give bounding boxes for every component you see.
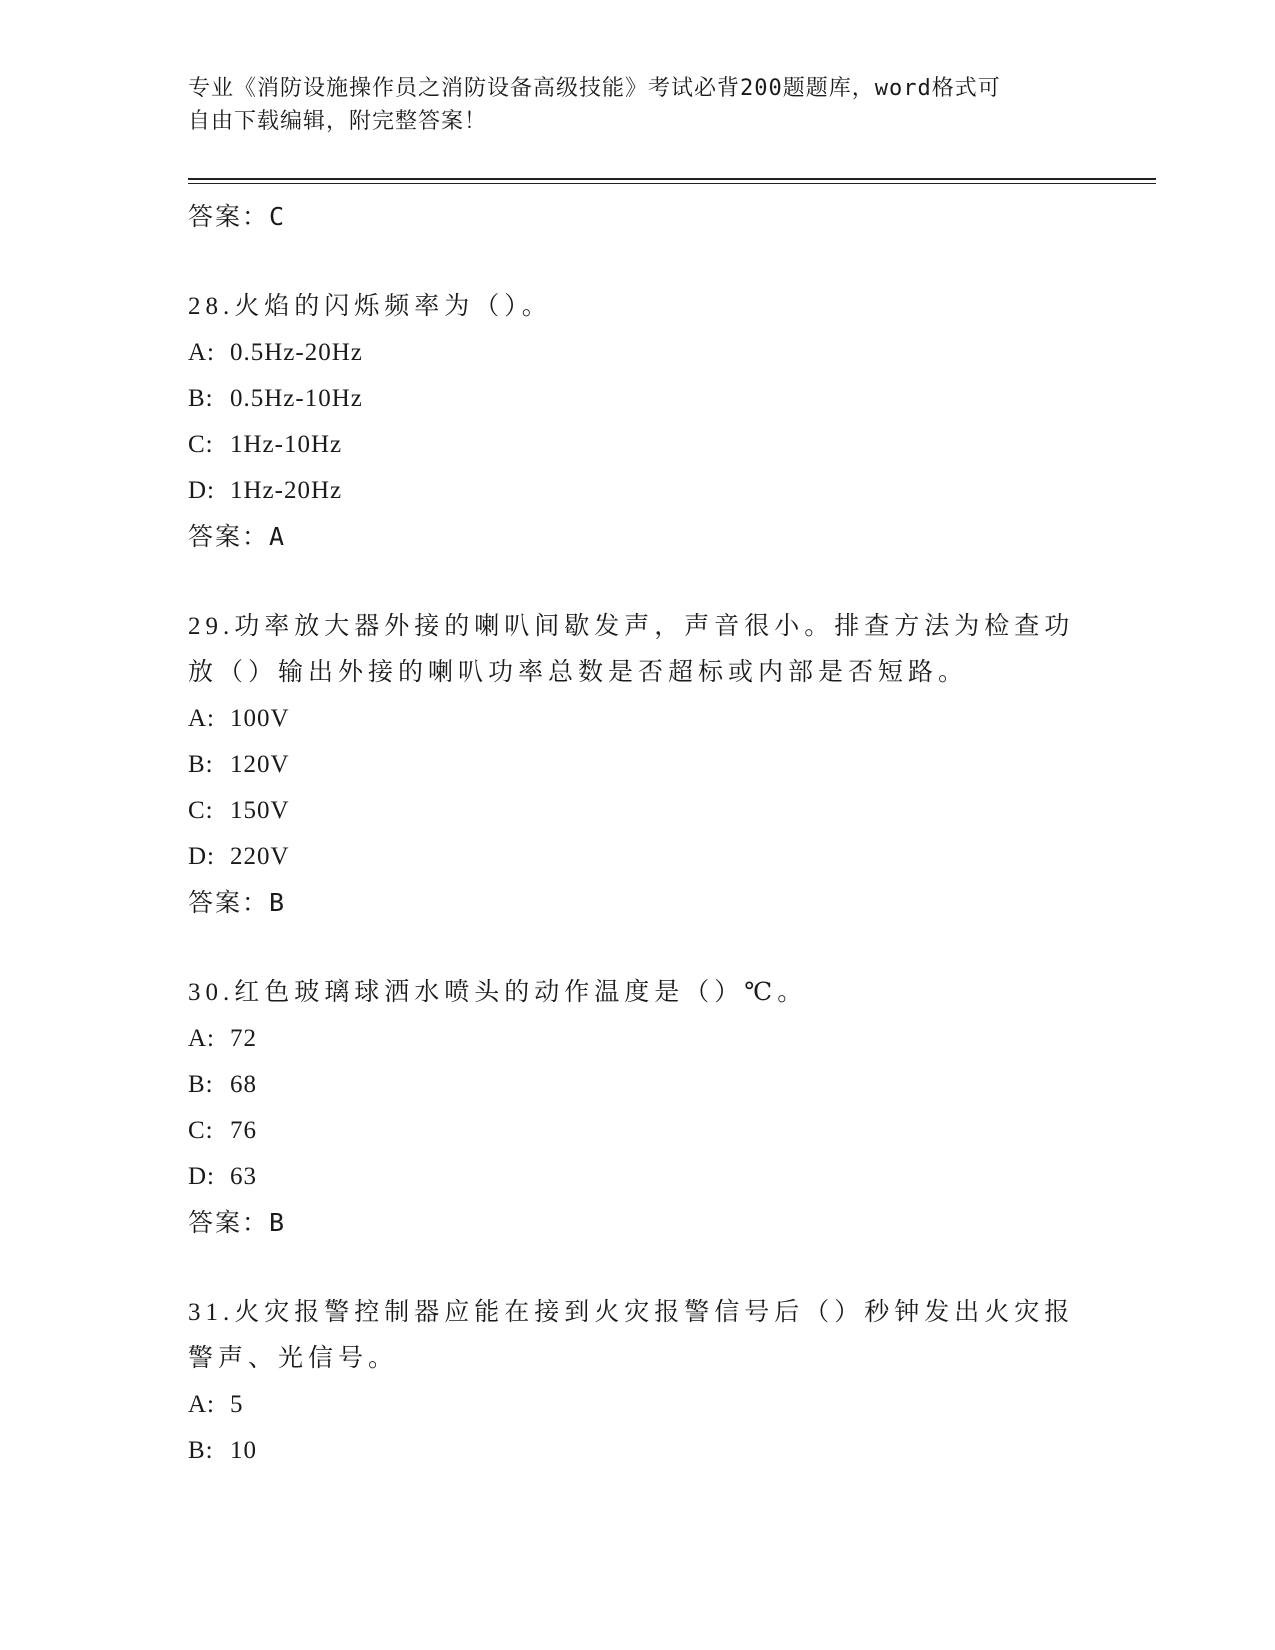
option-text: 0.5Hz-10Hz	[230, 385, 363, 412]
option-a	[188, 1016, 1158, 1062]
option-letter: D:	[188, 477, 215, 504]
option-letter: C:	[188, 797, 214, 824]
answer-line: 答案：A	[188, 522, 287, 551]
option-b	[188, 376, 1158, 422]
document-page	[188, 72, 1158, 1474]
option-letter: A:	[188, 339, 215, 366]
option-letter: A:	[188, 705, 215, 732]
option-text: 150V	[230, 797, 290, 824]
option-letter: B:	[188, 385, 214, 412]
answer-line: 答案：B	[188, 1208, 287, 1237]
option-text: 68	[230, 1071, 257, 1098]
option-letter: C:	[188, 431, 214, 458]
option-d	[188, 468, 1158, 514]
question-stem: 29.功率放大器外接的喇叭间歇发声，声音很小。排查方法为检查功放（）输出外接的喇叭功率总数是否超标或内部是否短路。	[188, 613, 1075, 686]
option-b	[188, 1062, 1158, 1108]
option-a	[188, 1382, 1158, 1428]
option-c	[188, 422, 1158, 468]
option-letter: C:	[188, 1117, 214, 1144]
option-text: 1Hz-10Hz	[230, 431, 343, 458]
option-text: 10	[230, 1437, 257, 1464]
option-d	[188, 1154, 1158, 1200]
answer-line: 答案：B	[188, 888, 287, 917]
option-text: 0.5Hz-20Hz	[230, 339, 363, 366]
option-text: 63	[230, 1163, 257, 1190]
option-letter: B:	[188, 1071, 214, 1098]
option-a	[188, 330, 1158, 376]
option-b	[188, 1428, 1158, 1474]
option-c	[188, 1108, 1158, 1154]
option-text: 1Hz-20Hz	[230, 477, 343, 504]
header-divider	[188, 178, 1156, 184]
header-line-2: 自由下载编辑，附完整答案！	[188, 109, 488, 134]
header-line-1: 专业《消防设施操作员之消防设备高级技能》考试必背200题题库，word格式可	[188, 76, 1001, 101]
option-a	[188, 696, 1158, 742]
question-stem: 31.火灾报警控制器应能在接到火灾报警信号后（）秒钟发出火灾报警声、光信号。	[188, 1299, 1075, 1372]
option-d	[188, 834, 1158, 880]
option-letter: D:	[188, 1163, 215, 1190]
answer-line: 答案：C	[188, 202, 287, 231]
question-stem: 30.红色玻璃球洒水喷头的动作温度是（）℃。	[188, 979, 808, 1006]
option-b	[188, 742, 1158, 788]
option-text: 5	[230, 1391, 244, 1418]
document-header	[188, 72, 1068, 138]
option-text: 76	[230, 1117, 257, 1144]
option-text: 220V	[230, 843, 290, 870]
option-text: 100V	[230, 705, 290, 732]
option-letter: B:	[188, 751, 214, 778]
option-text: 120V	[230, 751, 290, 778]
question-stem: 28.火焰的闪烁频率为（）。	[188, 293, 552, 320]
option-c	[188, 788, 1158, 834]
option-letter: B:	[188, 1437, 214, 1464]
option-letter: A:	[188, 1391, 215, 1418]
option-letter: A:	[188, 1025, 215, 1052]
option-letter: D:	[188, 843, 215, 870]
option-text: 72	[230, 1025, 257, 1052]
